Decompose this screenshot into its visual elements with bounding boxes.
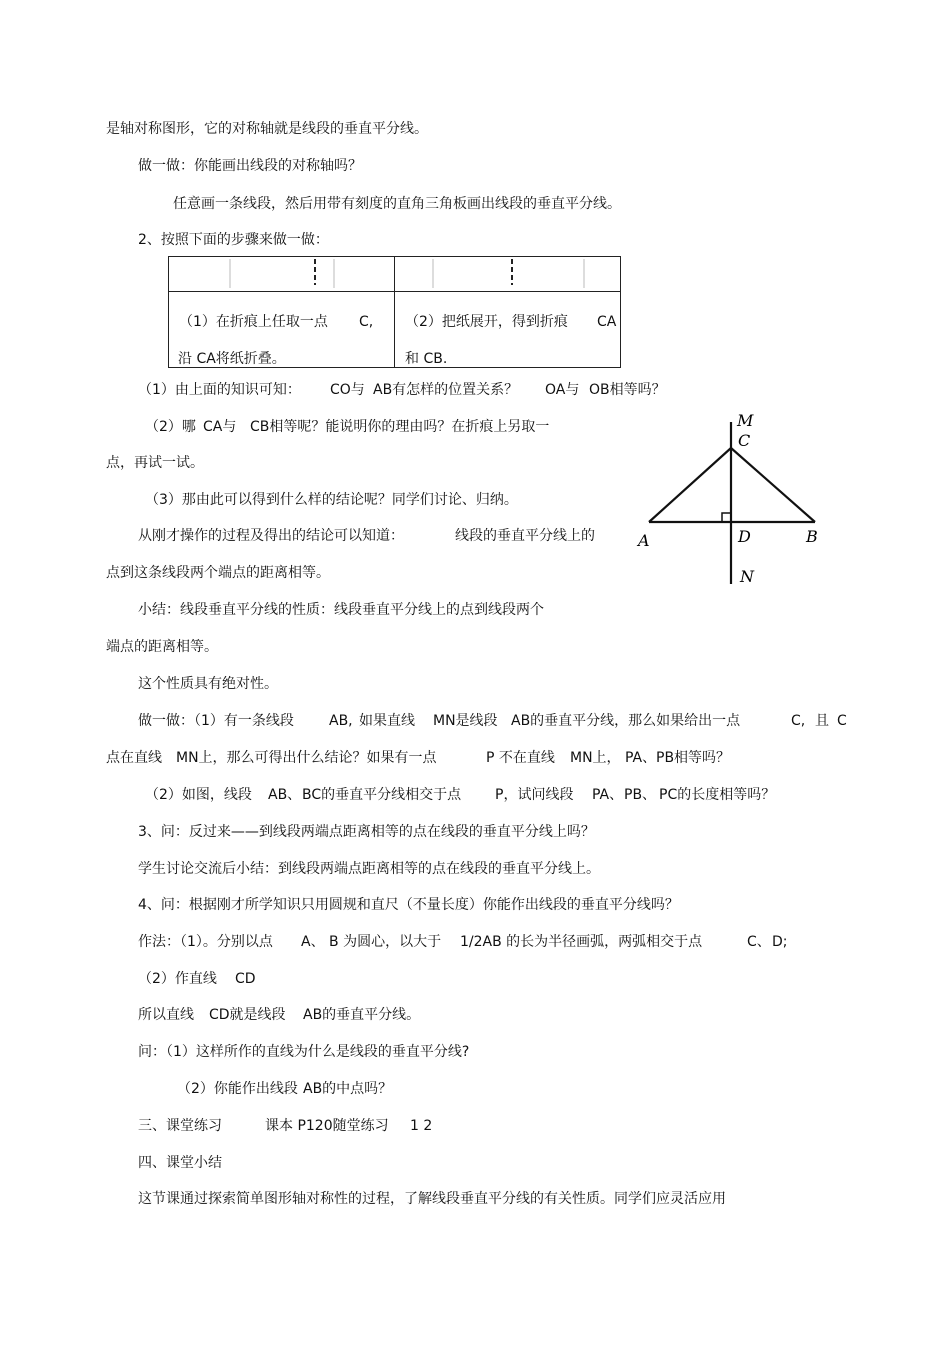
text-line: 点到这条线段两个端点的距离相等。 [106, 565, 330, 581]
text-line: 如果直线 [359, 713, 415, 729]
text-line: OB相等吗？ [589, 382, 666, 398]
text-line: 做一做：你能画出线段的对称轴吗？ [138, 158, 362, 174]
step1-line1: （1）在折痕上任取一点 [179, 314, 328, 330]
text-line: P，试问线段 [495, 787, 574, 803]
text-line: 从刚才操作的过程及得出的结论可以知道： [138, 528, 404, 544]
text-line: MN是线段 [433, 713, 498, 729]
text-line: 且 [815, 713, 829, 729]
text-line: PB、 [624, 787, 657, 803]
step2-image-cell [395, 257, 621, 292]
text-line: P 不在直线 [486, 750, 555, 766]
fold-paper-figure-2 [395, 257, 621, 291]
text-line: AB、 [268, 787, 302, 803]
text-line: 问：（1）这样所作的直线为什么是线段的垂直平分线? [138, 1044, 470, 1060]
text-line: 课本 P120随堂练习 [265, 1118, 389, 1134]
text-line: 点，再试一试。 [106, 455, 204, 471]
text-line: 学生讨论交流后小结：到线段两端点距离相等的点在线段的垂直平分线上。 [138, 861, 600, 877]
text-line: 端点的距离相等。 [106, 639, 218, 655]
perpendicular-bisector-figure [630, 408, 830, 593]
step2-line1: （2）把纸展开，得到折痕 [405, 314, 568, 330]
text-line: AB的垂直平分线，那么如果给出一点 [511, 713, 741, 729]
text-line: 这节课通过探索简单图形轴对称性的过程，了解线段垂直平分线的有关性质。同学们应灵活应用 [138, 1191, 726, 1207]
text-line: （2）哪 [145, 419, 196, 435]
step2-text-cell [395, 292, 621, 368]
text-line: C、 [747, 934, 771, 950]
steps-table [168, 256, 621, 368]
text-line: AB有怎样的位置关系？ [373, 382, 519, 398]
step1-image-cell [169, 257, 395, 292]
text-line: 是轴对称图形，它的对称轴就是线段的垂直平分线。 [106, 121, 428, 137]
text-line: PA、 [592, 787, 624, 803]
text-line: D; [772, 934, 788, 950]
text-line: 3、问：反过来——到线段两端点距离相等的点在线段的垂直平分线上吗？ [138, 824, 595, 840]
fold-paper-figure-1 [169, 257, 393, 291]
text-line: 1/2AB 的长为半径画弧，两弧相交于点 [460, 934, 703, 950]
label-b: B [806, 527, 818, 546]
text-line: PC的长度相等吗？ [659, 787, 776, 803]
text-line: （2）作直线 [138, 971, 217, 987]
right-angle-mark [722, 513, 731, 522]
text-line: MN上， [570, 750, 621, 766]
text-line: 做一做：（1）有一条线段 [138, 713, 294, 729]
label-n: N [740, 567, 754, 586]
text-line: 4、问：根据刚才所学知识只用圆规和直尺（不量长度）你能作出线段的垂直平分线吗？ [138, 897, 679, 913]
text-line: C [837, 713, 847, 729]
text-line: AB的中点吗？ [303, 1081, 393, 1097]
step1-line2: 沿 CA将纸折叠。 [178, 351, 286, 367]
text-line: （2）你能作出线段 [177, 1081, 298, 1097]
text-line: 所以直线 [138, 1007, 194, 1023]
section-heading: 三、课堂练习 [138, 1118, 222, 1134]
step1-point-c: C, [359, 314, 374, 330]
text-line: （2）如图，线段 [145, 787, 252, 803]
segment-cb [731, 448, 815, 522]
text-line: C, [791, 713, 806, 729]
label-m: M [737, 411, 754, 430]
text-line: CA与 [203, 419, 237, 435]
step1-text-cell [169, 292, 395, 368]
step2-crease-ca: CA [597, 314, 617, 330]
text-line: A、 B 为圆心，以大于 [301, 934, 442, 950]
text-line: 作法：（1）。分别以点 [138, 934, 273, 950]
text-line: OA与 [545, 382, 580, 398]
text-line: CB相等呢？能说明你的理由吗？在折痕上另取一 [250, 419, 550, 435]
label-d: D [738, 527, 751, 546]
text-line: PA、 [625, 750, 657, 766]
text-line: AB, [329, 713, 353, 729]
text-line: 这个性质具有绝对性。 [138, 676, 278, 692]
step2-line2: 和 CB. [405, 351, 448, 367]
text-line: AB的垂直平分线。 [303, 1007, 421, 1023]
label-a: A [638, 531, 650, 550]
text-line: CO与 [330, 382, 365, 398]
text-line: PB相等吗？ [656, 750, 731, 766]
text-line: 点在直线 [106, 750, 162, 766]
text-line: CD就是线段 [209, 1007, 286, 1023]
text-line: 1 2 [410, 1118, 433, 1134]
text-line: CD [235, 971, 256, 987]
text-line: BC的垂直平分线相交于点 [302, 787, 462, 803]
text-line: 线段的垂直平分线上的 [455, 528, 595, 544]
text-line: （1）由上面的知识可知： [138, 382, 301, 398]
segment-ca [649, 448, 731, 522]
text-line: MN上，那么可得出什么结论？如果有一点 [176, 750, 437, 766]
section-heading: 四、课堂小结 [138, 1155, 222, 1171]
text-line: （3）那由此可以得到什么样的结论呢？同学们讨论、归纳。 [145, 492, 518, 508]
text-line: 任意画一条线段，然后用带有刻度的直角三角板画出线段的垂直平分线。 [173, 196, 621, 212]
label-c: C [738, 431, 751, 450]
text-line: 小结：线段垂直平分线的性质：线段垂直平分线上的点到线段两个 [138, 602, 544, 618]
text-line: 2、按照下面的步骤来做一做： [138, 232, 329, 248]
